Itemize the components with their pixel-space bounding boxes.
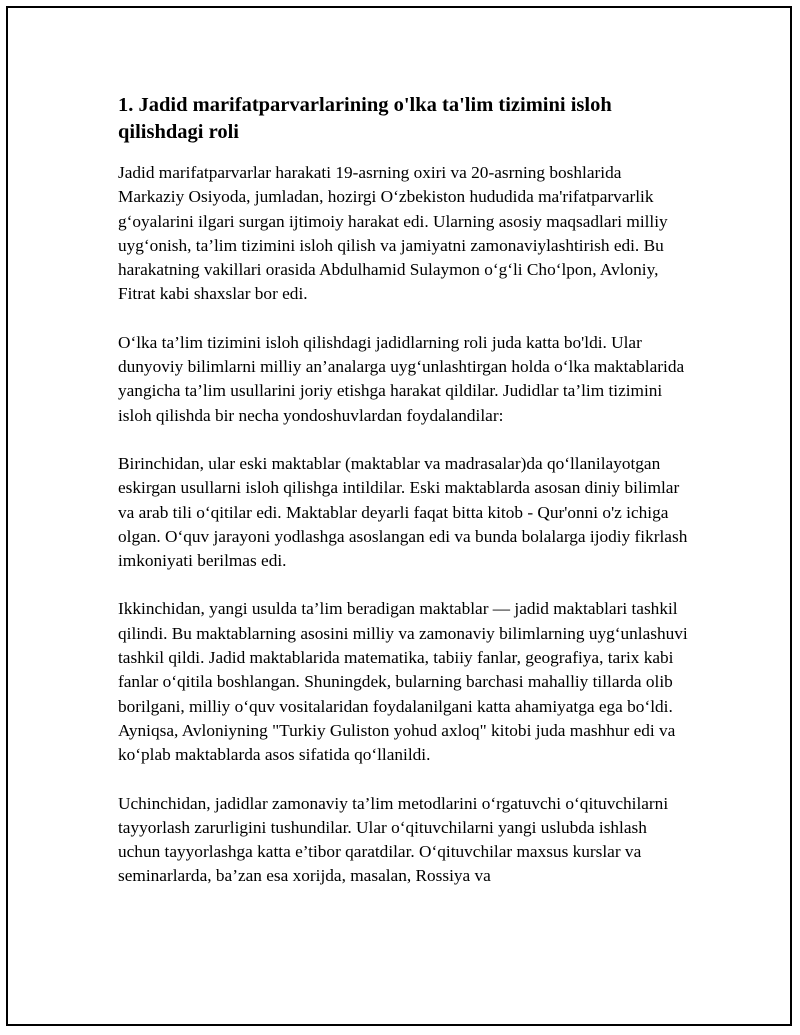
paragraph-first: Birinchidan, ular eski maktablar (maktablar va madrasalar)da qo‘llanilayotgan eskirgan usullarni isloh qilishga intildilar. Eski maktablarda asosan diniy bilimlar va arab tili o‘qitilar edi. Maktablar deyarli faqat bitta kitob - Qur'onni o'z ichiga olgan. O‘quv jarayoni yodlashga asoslangan edi va bunda bolalarga ijodiy fikrlash imkoniyati berilmas edi. — [118, 453, 688, 571]
document-content — [118, 92, 688, 913]
paragraph-second: Ikkinchidan, yangi usulda ta’lim beradigan maktablar — jadid maktablari tashkil qilindi. Bu maktablarning asosini milliy va zamonaviy bilimlarning uyg‘unlashuvi tashkil qildi. Jadid maktablarida matematika, tabiiy fanlar, geografiya, tarix kabi fanlar o‘qitila boshlangan. Shuningdek, bularning barchasi mahalliy tillarda olib borilgani, milliy o‘quv vositalaridan foydalanilgani katta ahamiyatga ega bo‘ldi. Ayniqsa, Avloniyning "Turkiy Guliston yohud axloq" kitobi juda mashhur edi va ko‘plab maktablarda asos sifatida qo‘llanildi. — [118, 599, 688, 765]
paragraph-third: Uchinchidan, jadidlar zamonaviy ta’lim metodlarini o‘rgatuvchi o‘qituvchilarni tayyorlash zarurligini tushundilar. Ular o‘qituvchilarni yangi uslubda ishlash uchun tayyorlashga katta e’tibor qaratdilar. O‘qituvchilar maxsus kurslar va seminarlarda, ba’zan esa xorijda, masalan, Rossiya va — [118, 793, 669, 886]
paragraph-intro: Jadid marifatparvarlar harakati 19-asrning oxiri va 20-asrning boshlarida Markaziy Osiyoda, jumladan, hozirgi O‘zbekiston hududida ma'rifatparvarlik g‘oyalarini ilgari surgan ijtimoiy harakat edi. Ularning asosiy maqsadlari milliy uyg‘onish, ta’lim tizimini isloh qilish va jamiyatni zamonaviylashtirish edi. Bu harakatning vakillari orasida Abdulhamid Sulaymon o‘g‘li Cho‘lpon, Avloniy, Fitrat kabi shaxslar bor edi. — [118, 163, 668, 304]
section-heading: 1. Jadid marifatparvarlarining o'lka ta'lim tizimini isloh qilishdagi roli — [118, 94, 612, 143]
paragraph-reform-role: O‘lka ta’lim tizimini isloh qilishdagi jadidlarning roli juda katta bo'ldi. Ular dunyoviy bilimlarni milliy an’analarga uyg‘unlashtirgan holda o‘lka maktablarida yangicha ta’lim usullarini joriy etishga harakat qildilar. Judidlar ta’lim tizimini isloh qilishda bir necha yondoshuvlardan foydalandilar: — [118, 332, 685, 425]
